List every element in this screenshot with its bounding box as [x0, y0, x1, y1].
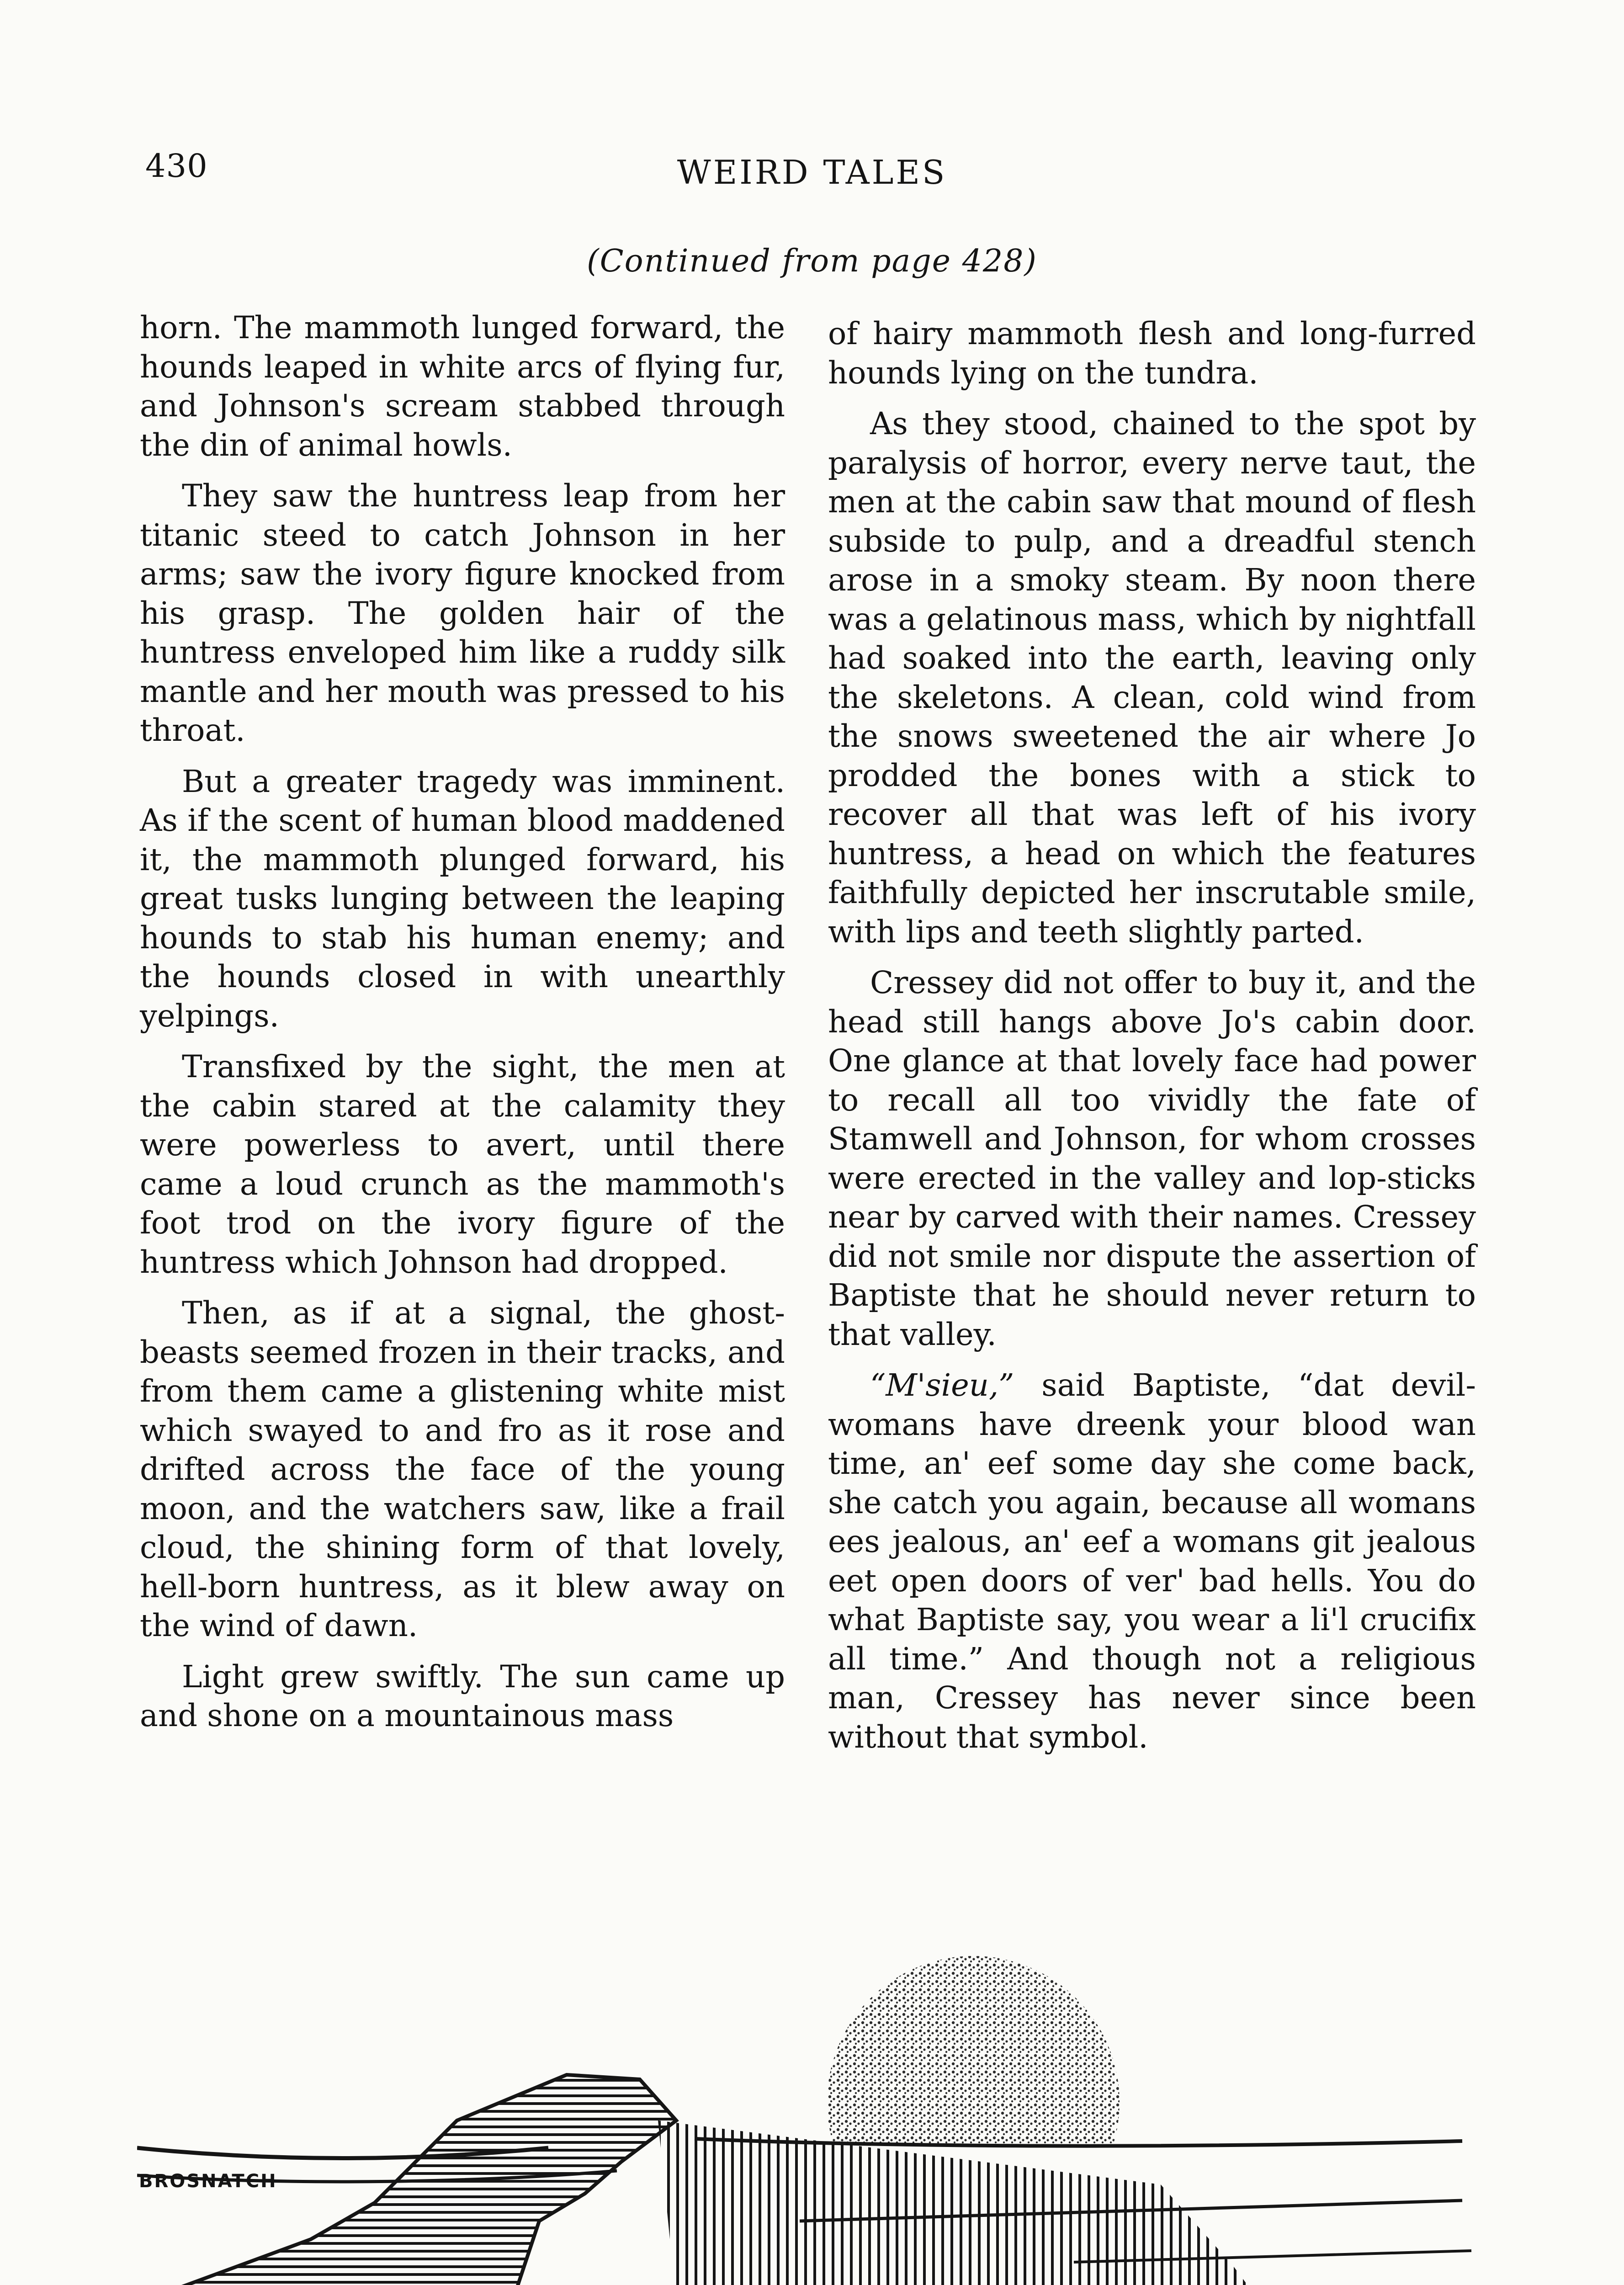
page-number: 430 — [145, 147, 208, 185]
paragraph: Cressey did not offer to buy it, and the head still hangs above Jo's cabin door. One glance at that lovely face had power to recall all too vividly the fate of Stamwell and Johnson, for whom crosses were erected in the valley and lop-sticks near by carved with their names. Cressey did not smile nor dispute the assertion of Baptiste that he should never return to that valley. — [828, 965, 1476, 1352]
artist-signature: BROSNATCH — [139, 2171, 277, 2192]
paragraph — [828, 1366, 1476, 1757]
paragraph: They saw the huntress leap from her titanic steed to catch Johnson in her arms; saw the ivory figure knocked from his grasp. The golden hair of the huntress enveloped him like a ruddy silk mantle and her mouth was pressed to his throat. — [140, 478, 785, 748]
running-head: WEIRD TALES — [677, 153, 947, 191]
paragraph: Light grew swiftly. The sun came up and shone on a mountainous mass — [140, 1658, 785, 1733]
paragraph: Transfixed by the sight, the men at the cabin stared at the calamity they were powerless to avert, until there came a loud crunch as the mammoth's foot trod on the ivory figure of the huntress which Johnson had dropped. — [140, 1049, 785, 1280]
paragraph: horn. The mammoth lunged forward, the hounds leaped in white arcs of flying fur, and Johnson's scream stabbed through the din of animal howls. — [140, 310, 785, 463]
dialogue-text: said Baptiste, “dat devil-womans have dreenk your blood wan time, an' eef some day she come back, she catch you again, because all womans ees jealous, an' eef a womans git jealous eet open doors of ver' bad hells. You do what Baptiste say, you wear a li'l crucifix all time.” And though not a religious man, Cressey has never since been without that symbol. — [828, 1367, 1476, 1755]
continued-note: (Continued from page 428) — [587, 243, 1037, 279]
tailpiece-illustration — [137, 1947, 1481, 2285]
paragraph: of hairy mammoth flesh and long-furred hounds lying on the tundra. — [828, 316, 1476, 391]
paragraph: Then, as if at a signal, the ghost-beasts seemed frozen in their tracks, and from them came a glistening white mist which swayed to and fro as it rose and drifted across the face of the young moon, and the watchers saw, like a frail cloud, the shining form of that lovely, hell-born huntress, as it blew away on the wind of dawn. — [140, 1295, 785, 1643]
paragraph: As they stood, chained to the spot by paralysis of horror, every nerve taut, the men at the cabin saw that mound of flesh subside to pulp, and a dreadful stench arose in a smoky steam. By noon there was a gelatinous mass, which by nightfall had soaked into the earth, leaving only the skeletons. A clean, cold wind from the snows sweetened the air where Jo prodded the bones with a stick to recover all that was left of his ivory huntress, a head on which the features faithfully depicted her inscrutable smile, with lips and teeth slightly parted. — [828, 406, 1476, 950]
dialogue-lead: “M'sieu,” — [870, 1367, 1014, 1403]
paragraph: But a greater tragedy was imminent. As if the scent of human blood maddened it, the mammoth plunged forward, his great tusks lunging between the leaping hounds to stab his human enemy; and the hounds closed in with unearthly yelpings. — [140, 763, 785, 1034]
right-column — [828, 314, 1476, 1769]
left-column — [140, 308, 785, 1748]
